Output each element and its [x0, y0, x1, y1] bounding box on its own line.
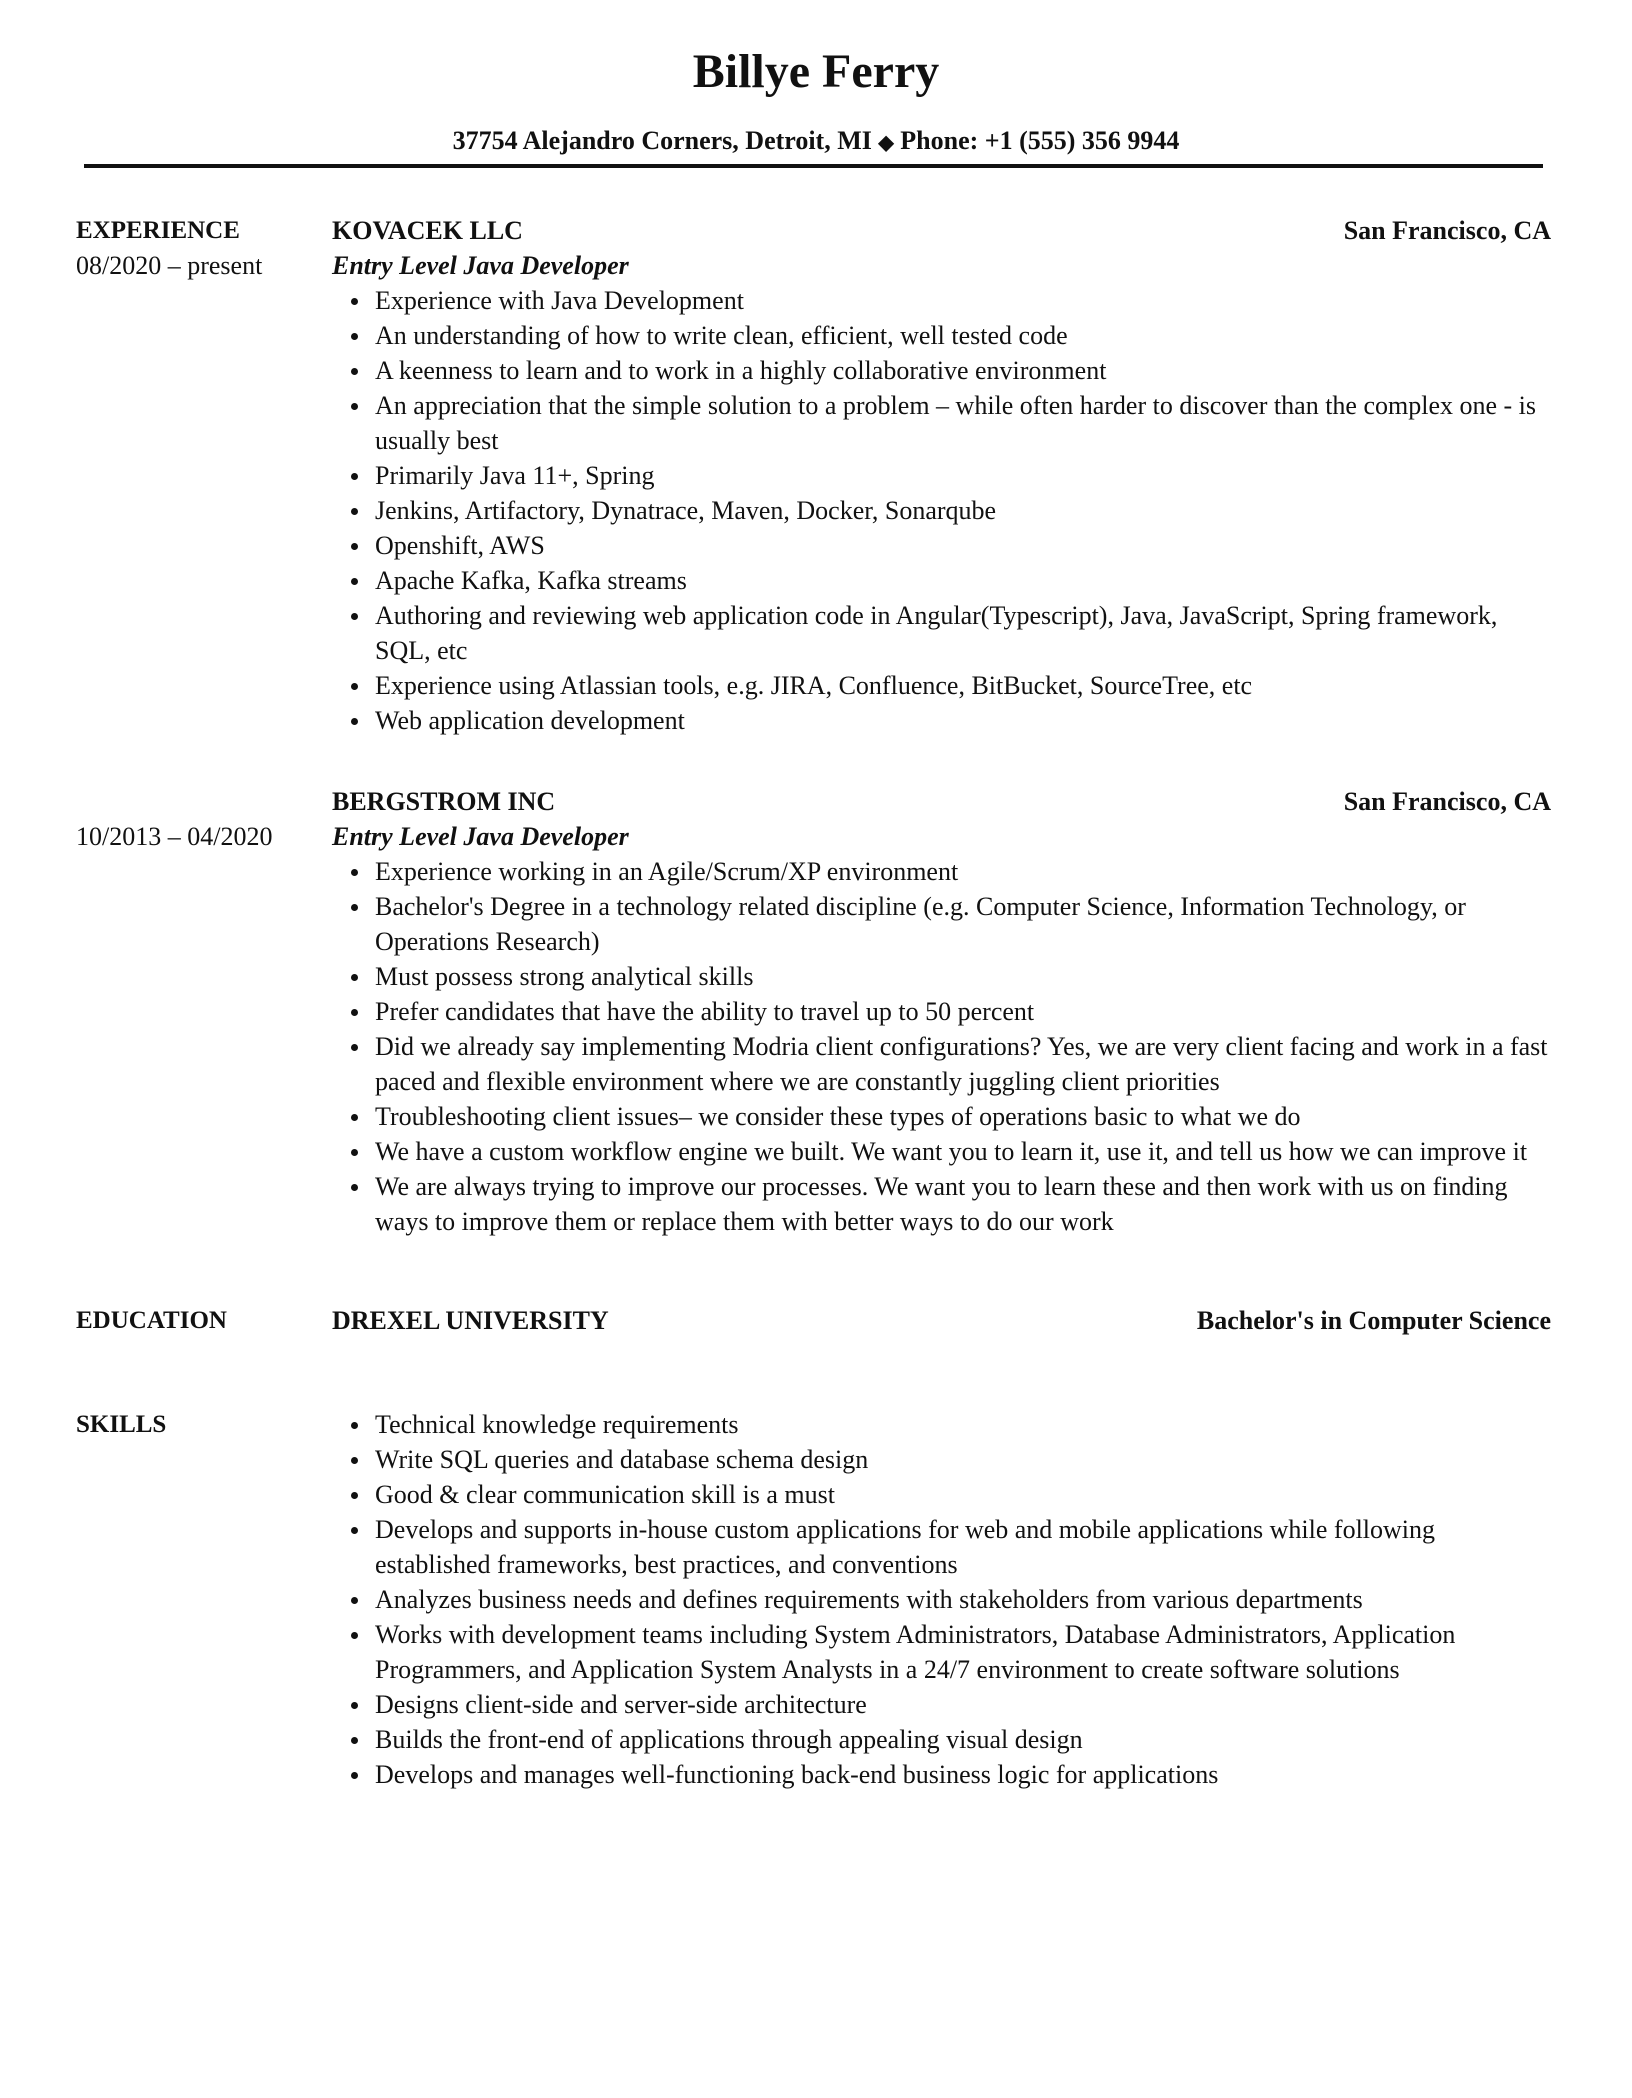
section-label-skills: SKILLS	[76, 1411, 167, 1438]
bullet-item: An appreciation that the simple solution to a problem – while often harder to discover than the complex one - is usually best	[375, 388, 1551, 458]
bullet-item: Authoring and reviewing web application code in Angular(Typescript), Java, JavaScript, Spring framework, SQL, etc	[375, 598, 1551, 668]
bullet-item: Develops and supports in-house custom applications for web and mobile applications while following established frameworks, best practices, and conventions	[375, 1512, 1551, 1582]
bullet-item: Jenkins, Artifactory, Dynatrace, Maven, Docker, Sonarqube	[375, 493, 1551, 528]
bullet-item: An understanding of how to write clean, efficient, well tested code	[375, 318, 1551, 353]
job-title: Entry Level Java Developer	[332, 822, 629, 851]
bullet-item: Bachelor's Degree in a technology related discipline (e.g. Computer Science, Information Technology, or Operations Research)	[375, 889, 1551, 959]
bullet-item: Openshift, AWS	[375, 528, 1551, 563]
school-name: DREXEL UNIVERSITY	[332, 1306, 609, 1335]
bullet-item: Builds the front-end of applications through appealing visual design	[375, 1722, 1551, 1757]
bullet-item: We are always trying to improve our processes. We want you to learn these and then work with us on finding ways to improve them or replace them with better ways to do our work	[375, 1169, 1551, 1239]
job-location: San Francisco, CA	[1343, 787, 1551, 816]
bullet-item: A keenness to learn and to work in a highly collaborative environment	[375, 353, 1551, 388]
bullet-item: We have a custom workflow engine we built. We want you to learn it, use it, and tell us how we can improve it	[375, 1134, 1551, 1169]
bullet-item: Experience working in an Agile/Scrum/XP environment	[375, 854, 1551, 889]
bullet-item: Analyzes business needs and defines requirements with stakeholders from various departments	[375, 1582, 1551, 1617]
bullet-item: Primarily Java 11+, Spring	[375, 458, 1551, 493]
contact-line	[0, 126, 1632, 156]
bullet-item: Web application development	[375, 703, 1551, 738]
bullet-item: Prefer candidates that have the ability to travel up to 50 percent	[375, 994, 1551, 1029]
job-bullets	[332, 283, 1551, 738]
candidate-name: Billye Ferry	[692, 45, 940, 98]
experience-section	[76, 213, 1551, 738]
job-dates: 08/2020 – present	[76, 251, 263, 280]
job-title: Entry Level Java Developer	[332, 251, 629, 280]
skills-section	[76, 1407, 1551, 1792]
phone: Phone: +1 (555) 356 9944	[900, 126, 1180, 155]
bullet-item: Experience using Atlassian tools, e.g. JIRA, Confluence, BitBucket, SourceTree, etc	[375, 668, 1551, 703]
bullet-item: Must possess strong analytical skills	[375, 959, 1551, 994]
company-name: KOVACEK LLC	[332, 216, 523, 245]
bullet-item: Did we already say implementing Modria client configurations? Yes, we are very client facing and work in a fast paced and flexible environment where we are constantly juggling client priorities	[375, 1029, 1551, 1099]
bullet-item: Experience with Java Development	[375, 283, 1551, 318]
bullet-item: Technical knowledge requirements	[375, 1407, 1551, 1442]
bullet-item: Works with development teams including System Administrators, Database Administrators, Application Programmers, and Application System Analysts in a 24/7 environment to create software solutions	[375, 1617, 1551, 1687]
diamond-separator-icon: ◆	[878, 132, 894, 154]
skills-list	[332, 1407, 1551, 1792]
job-entry	[332, 784, 1551, 1239]
bullet-item: Write SQL queries and database schema design	[375, 1442, 1551, 1477]
bullet-item: Troubleshooting client issues– we consider these types of operations basic to what we do	[375, 1099, 1551, 1134]
bullet-item: Apache Kafka, Kafka streams	[375, 563, 1551, 598]
resume-body	[76, 213, 1551, 1792]
job-dates: 10/2013 – 04/2020	[76, 822, 273, 851]
header-divider	[84, 164, 1543, 168]
section-label-education: EDUCATION	[76, 1307, 227, 1334]
job-entry	[332, 213, 1551, 738]
education-section	[76, 1303, 1551, 1338]
bullet-item: Designs client-side and server-side architecture	[375, 1687, 1551, 1722]
bullet-item: Good & clear communication skill is a must	[375, 1477, 1551, 1512]
company-name: BERGSTROM INC	[332, 787, 556, 816]
job-bullets	[332, 854, 1551, 1239]
degree: Bachelor's in Computer Science	[1196, 1306, 1551, 1335]
experience-job-2	[76, 784, 1551, 1239]
section-label-experience: EXPERIENCE	[76, 217, 240, 244]
address: 37754 Alejandro Corners, Detroit, MI	[452, 126, 872, 155]
job-location: San Francisco, CA	[1343, 216, 1551, 245]
bullet-item: Develops and manages well-functioning back-end business logic for applications	[375, 1757, 1551, 1792]
